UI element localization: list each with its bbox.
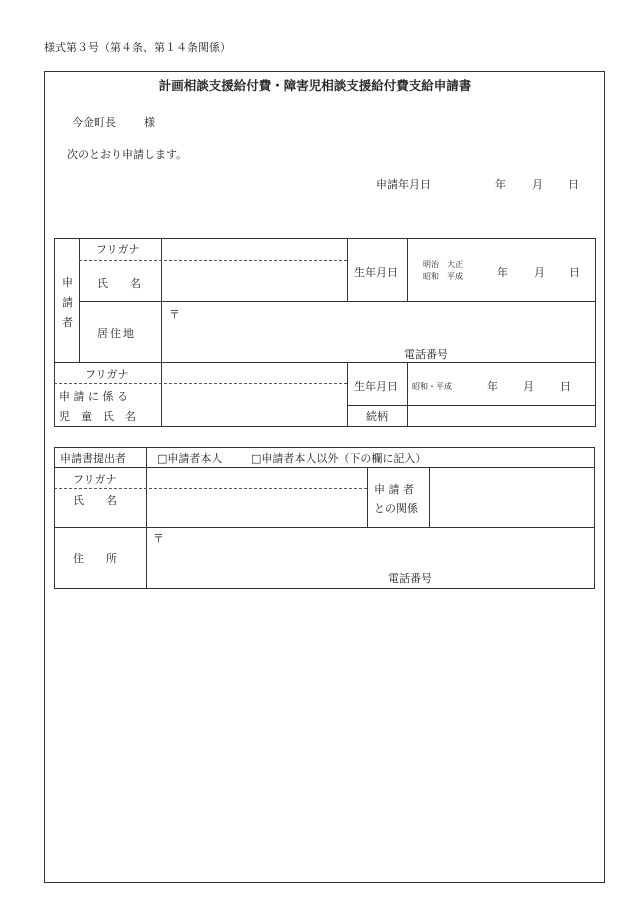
submitter-relation-label-line2: との関係	[374, 502, 418, 515]
child-eras: 昭和・平成	[412, 382, 452, 391]
intro-text: 次のとおり申請します。	[67, 148, 188, 161]
submitter-relation-label-line1: 申 請 者	[374, 483, 414, 496]
form-title: 計画相談支援給付費・障害児相談支援給付費支給申請書	[158, 78, 472, 93]
applicant-furigana-label: フリガナ	[96, 243, 140, 256]
form-number: 様式第３号（第４条、第１４条関係）	[44, 41, 231, 54]
child-birth-month: 月	[523, 380, 534, 393]
applicant-eras-1: 明治 大正	[423, 260, 463, 269]
submitter-option-self[interactable]: □申請者本人	[157, 452, 223, 465]
addressee-honorific: 様	[144, 116, 155, 129]
addressee: 今金町長	[72, 116, 116, 129]
applicant-side-char-3: 者	[62, 316, 73, 329]
applicant-eras-2: 昭和 平成	[423, 272, 463, 281]
submitter-furigana-label: フリガナ	[73, 473, 117, 486]
applicant-phone-label: 電話番号	[404, 348, 448, 361]
applicant-birthdate-label: 生年月日	[354, 266, 398, 279]
child-furigana-label: フリガナ	[85, 368, 129, 381]
applicant-birth-day: 日	[569, 266, 580, 279]
form-frame	[44, 71, 605, 883]
child-relationship-label: 続柄	[366, 410, 388, 423]
application-date-month: 月	[532, 178, 543, 191]
child-birth-year: 年	[487, 380, 498, 393]
applicant-side-char-1: 申	[62, 276, 73, 289]
application-date-day: 日	[568, 178, 579, 191]
applicant-side-char-2: 請	[62, 296, 73, 309]
child-birthdate-label: 生年月日	[354, 380, 398, 393]
submitter-name-label: 氏 名	[73, 494, 117, 507]
applicant-address-label: 居住地	[97, 327, 136, 340]
child-name-label-line2: 児 童 氏 名	[59, 410, 136, 423]
application-date-year: 年	[495, 178, 506, 191]
applicant-birth-year: 年	[497, 266, 508, 279]
submitter-label: 申請書提出者	[60, 452, 126, 465]
applicant-birth-month: 月	[534, 266, 545, 279]
submitter-option-other[interactable]: □申請者本人以外（下の欄に記入）	[251, 452, 427, 465]
submitter-postal-mark: 〒	[153, 532, 164, 545]
applicant-name-label: 氏 名	[97, 277, 141, 290]
submitter-address-label: 住 所	[73, 552, 117, 565]
applicant-postal-mark: 〒	[169, 308, 180, 321]
child-birth-day: 日	[560, 380, 571, 393]
submitter-phone-label: 電話番号	[388, 572, 432, 585]
application-date-label: 申請年月日	[376, 178, 431, 191]
child-name-label-line1: 申 請 に 係 る	[59, 390, 128, 403]
